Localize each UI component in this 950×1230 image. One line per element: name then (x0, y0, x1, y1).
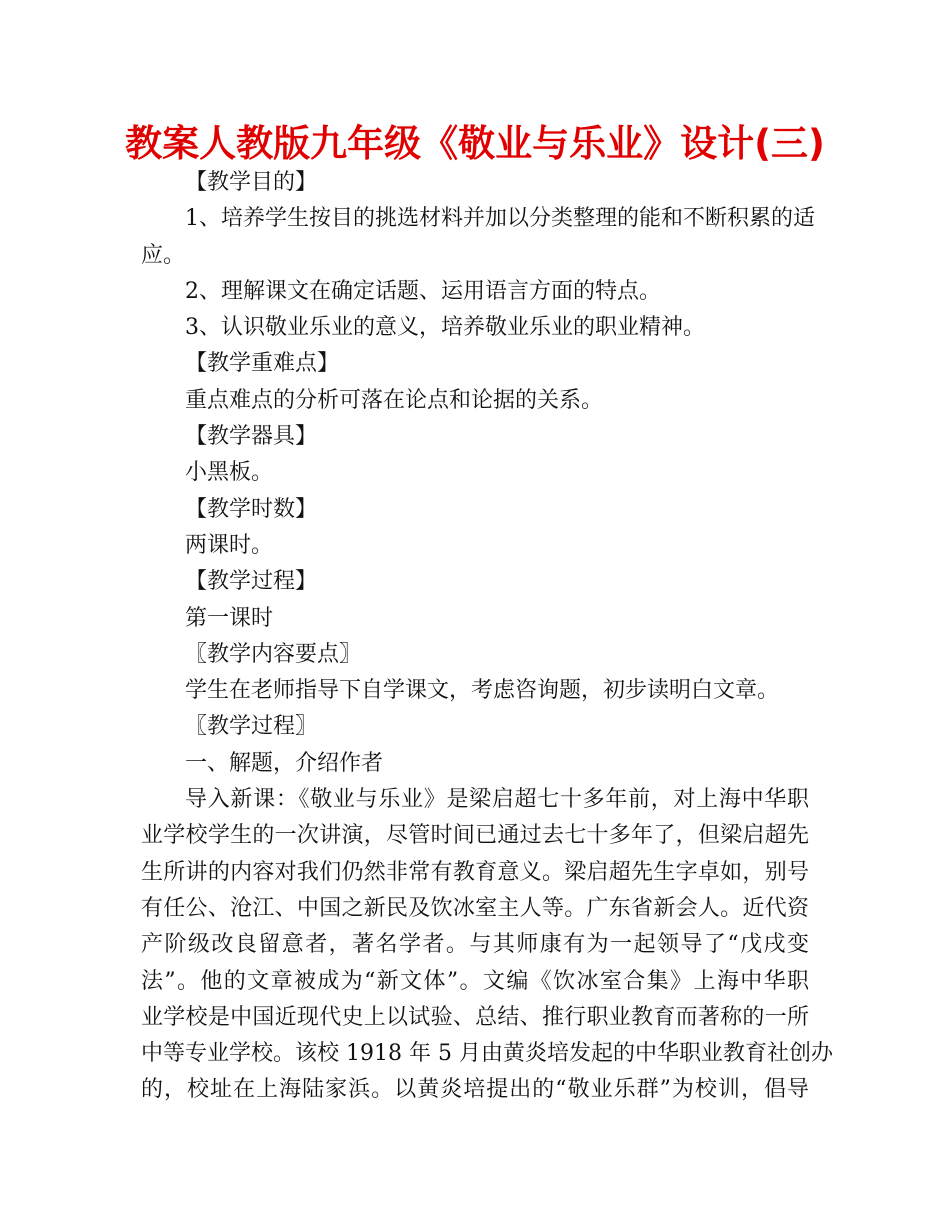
paragraph-line: 的，校址在上海陆家浜。以黄炎培提出的“敬业乐群”为校训，倡导 (141, 1077, 809, 1103)
paragraph-line: 法”。他的文章被成为“新文体”。文编《饮冰室合集》上海中华职 (141, 968, 809, 994)
section-heading-tools: 【教学器具】 (185, 424, 318, 450)
key-points-text: 重点难点的分析可落在论点和论据的关系。 (185, 387, 604, 413)
objective-3: 3、认识敬业乐业的意义，培养敬业乐业的职业精神。 (185, 315, 705, 341)
section-heading-objectives: 【教学目的】 (185, 170, 318, 195)
content-points-text: 学生在老师指导下自学课文，考虑咨询题，初步读明白文章。 (185, 678, 780, 704)
paragraph-line: 业学校是中国近现代史上以试验、总结、推行职业教育而著称的一所 (141, 1004, 809, 1030)
paragraph-line: 有任公、沧江、中国之新民及饮冰室主人等。广东省新会人。近代资 (141, 895, 809, 921)
paragraph-line: 产阶级改良留意者，著名学者。与其师康有为一起领导了“戊戌变 (141, 932, 809, 958)
paragraph-line: 业学校学生的一次讲演，尽管时间已通过去七十多年了，但梁启超先 (141, 823, 809, 849)
objective-1-line-1: 1、培养学生按目的挑选材料并加以分类整理的能和不断积累的适 (185, 206, 815, 232)
subheading-content-points: 〖教学内容要点〗 (185, 641, 362, 667)
tools-text: 小黑板。 (185, 460, 274, 486)
paragraph-line: 导入新课：《敬业与乐业》是梁启超七十多年前，对上海中华职 (185, 787, 809, 813)
objective-1-line-2: 应。 (141, 242, 186, 268)
document-title: 教案人教版九年级《敬业与乐业》设计(三) (125, 122, 825, 165)
objective-2: 2、理解课文在确定话题、运用语言方面的特点。 (185, 278, 661, 304)
subheading-process: 〖教学过程〗 (185, 714, 318, 740)
step-1-heading: 一、解题，介绍作者 (185, 750, 384, 776)
hours-text: 两课时。 (185, 532, 274, 558)
first-lesson-heading: 第一课时 (185, 605, 274, 631)
section-heading-hours: 【教学时数】 (185, 496, 318, 522)
paragraph-line: 生所讲的内容对我们仍然非常有教育意义。梁启超先生字卓如，别号 (141, 859, 809, 885)
document-body (141, 165, 833, 1109)
section-heading-key-points: 【教学重难点】 (185, 351, 340, 377)
section-heading-process: 【教学过程】 (185, 569, 318, 595)
paragraph-line: 中等专业学校。该校 1918 年 5 月由黄炎培发起的中华职业教育社创办 (141, 1041, 833, 1067)
